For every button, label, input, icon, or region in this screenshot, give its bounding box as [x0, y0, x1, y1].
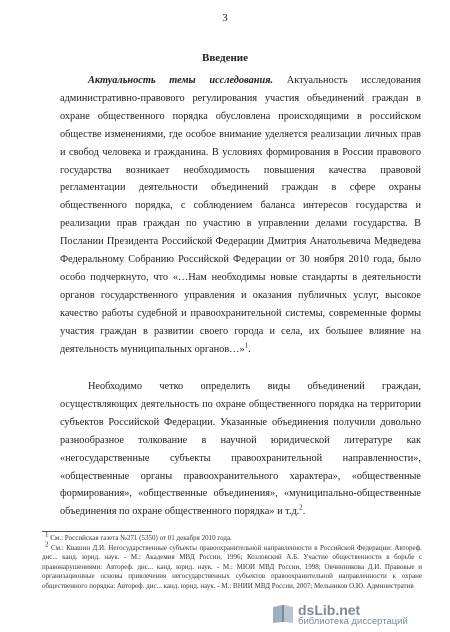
- watermark-subtitle: библиотека диссертаций: [298, 616, 408, 627]
- footnote-text: См.: Квашин Д.И. Негосударственные субъекты правоохранительной направленности в Российской Федерации: Автореф. дис... канд. юрид. наук. - М.: Академия МВД России, 1996; Козловский А.Б. Участие общественности в борьбе с правонарушениями: Автореф. дис... канд. юрид. наук. - М.: МЮИ МВД России, 1998; Овчинникова Д.И. Правовые и организационные основы привлечения негосударственных субъектов правоохранительной направленности к охране общественного порядка: Автореф. дис... канд. юрид. наук. - М.: ВНИИ МВД России, 2007; Мельников О.Ю. Административ: [42, 543, 422, 590]
- footnotes: [42, 530, 422, 592]
- footnote-number: 2: [45, 540, 49, 549]
- footnote-1: [42, 530, 422, 544]
- footnote-ref-2[interactable]: 2: [299, 503, 303, 512]
- relevance-text: Актуальность исследования административно-правового регулирования участия объединений граждан в охране общественного порядка обусловлена происходящими в российском обществе изменениями, где особое внимание уделяется реализации личных прав и свобод человека и гражданина. В условиях формирования в России правового государства возникает необходимость повышения качества правовой регламентации деятельности объединений граждан в сфере охраны общественного порядка, с соблюдением баланса интересов государства и реализации прав граждан по участию в управлении делами государства. В Послании Президента Российской Федерации Дмитрия Анатольевича Медведева Федеральному Собранию Российской Федерации от 30 ноября 2010 года, было особо подчеркнуто, что «…Нам необходимы новые стандарты в деятельности органов государственного управления и оказания публичных услуг, высокое качество работы судебной и правоохранительной системы, современные формы участия граждан в развитии своего города и села, их большее влияние на деятельность муниципальных органов…»: [60, 75, 421, 355]
- footnote-ref-1[interactable]: 1: [244, 341, 249, 350]
- paragraph-types: [60, 378, 421, 521]
- watermark-title: dsLib.net: [298, 602, 361, 618]
- section-heading: Введение: [201, 52, 249, 64]
- types-end: .: [302, 506, 306, 518]
- footnote-number: 1: [45, 530, 49, 539]
- footnote-separator: [42, 531, 152, 532]
- watermark[interactable]: [270, 603, 448, 627]
- footnote-2: [42, 540, 422, 592]
- dslib-logo-icon: [270, 603, 296, 625]
- types-text: Необходимо четко определить виды объединений граждан, осуществляющих деятельность по охране общественного порядка на территории субъектов Российской Федерации. Указанные объединения получили довольно разнообразное толкование в научной юридической литературе как «негосударственные субъекты правоохранительной направленности», «общественные органы правоохранительного характера», «общественные формирования», «общественные объединения», «муниципально-общественные объединения по охране общественного порядка» и т.д.: [60, 381, 421, 518]
- footnote-text: См.: Российская газета №271 (5350) от 01 декабря 2010 года.: [48, 534, 232, 542]
- relevance-lead: Актуальность темы исследования.: [88, 75, 274, 86]
- relevance-end: .: [248, 343, 251, 355]
- paragraph-relevance: [60, 72, 421, 359]
- page-number: 3: [222, 12, 228, 24]
